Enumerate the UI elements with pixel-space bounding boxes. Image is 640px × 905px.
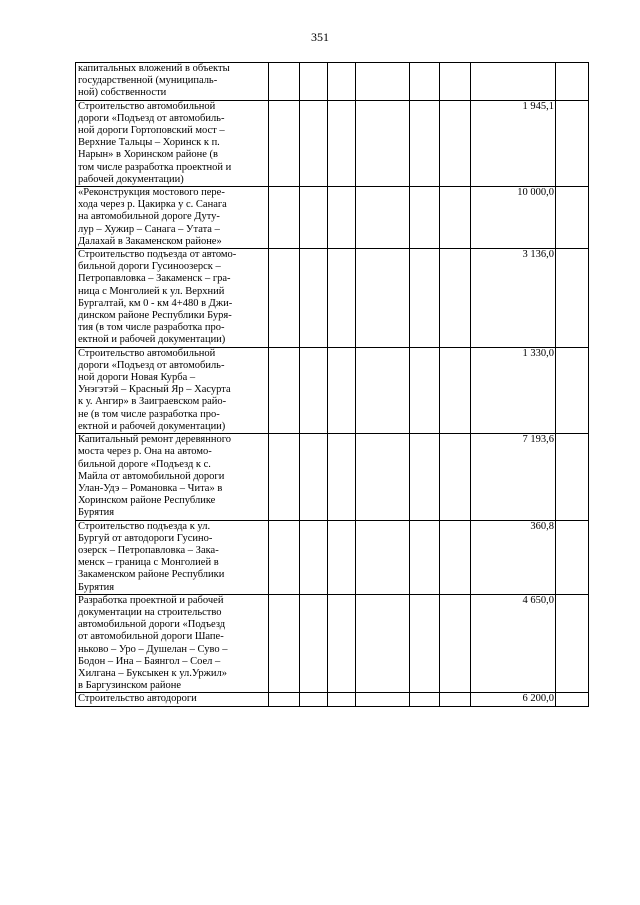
empty-cell [356, 347, 410, 433]
empty-cell [300, 520, 328, 594]
amount-cell: 3 136,0 [471, 249, 556, 348]
empty-cell [556, 693, 589, 706]
empty-cell [356, 100, 410, 186]
item-description: Строительство подъезда к ул. Бургуй от автодороги Гусино- озерск – Петропавловка – Зака- менск – граница с Монголией в Закаменском районе Республики Бурятия [78, 520, 225, 593]
empty-cell [556, 63, 589, 101]
empty-cell [410, 63, 440, 101]
item-description: Строительство автодороги [78, 693, 197, 705]
empty-cell [410, 520, 440, 594]
empty-cell [269, 347, 300, 433]
empty-cell [410, 434, 440, 520]
item-description: «Реконструкция мостового пере- хода через р. Цакирка у с. Санага на автомобильной дороге Дуту- лур – Хужир – Санага – Утата – Далахай в Закаменском районе» [78, 187, 227, 247]
empty-cell [556, 100, 589, 186]
empty-cell [269, 520, 300, 594]
item-description-cell [76, 347, 269, 433]
empty-cell [356, 434, 410, 520]
amount-cell: 6 200,0 [471, 693, 556, 706]
budget-table-body [76, 63, 589, 707]
empty-cell [269, 594, 300, 693]
amount-cell: 10 000,0 [471, 187, 556, 249]
empty-cell [328, 249, 356, 348]
empty-cell [269, 63, 300, 101]
table-row [76, 594, 589, 693]
empty-cell [300, 594, 328, 693]
empty-cell [440, 100, 471, 186]
empty-cell [410, 100, 440, 186]
empty-cell [300, 249, 328, 348]
empty-cell [356, 693, 410, 706]
empty-cell [440, 249, 471, 348]
table-row [76, 249, 589, 348]
empty-cell [269, 100, 300, 186]
item-description-cell [76, 434, 269, 520]
empty-cell [556, 434, 589, 520]
empty-cell [300, 434, 328, 520]
empty-cell [440, 434, 471, 520]
item-description: Капитальный ремонт деревянного моста через р. Она на автомо- бильной дороге «Подъезд к с. Майла от автомобильной дороги Улан-Удэ – Романовка – Чита» в Хоринском районе Республике Бурятия [78, 434, 232, 519]
item-description-cell [76, 693, 269, 706]
empty-cell [300, 100, 328, 186]
item-description: Разработка проектной и рабочей документации на строительство автомобильной дороги «Подъезд от автомобильной дороги Шапе- ньково – Уро – Душелан – Суво – Бодон – Ина – Баянгол – Соел – Хилгана – Буксыкен к ул.Уржил» в Баргузинском районе [78, 594, 228, 692]
empty-cell [410, 693, 440, 706]
item-description: капитальных вложений в объекты государственной (муниципаль- ной) собственности [78, 63, 230, 99]
table-row [76, 347, 589, 433]
item-description-cell [76, 63, 269, 101]
empty-cell [410, 347, 440, 433]
empty-cell [269, 434, 300, 520]
empty-cell [440, 63, 471, 101]
item-description: Строительство подъезда от автомо- бильной дороги Гусиноозерск – Петропавловка – Закаменск – гра- ница с Монголией к ул. Верхний Бургалтай, км 0 - км 4+480 в Джи- динском районе Республики Буря- тия (в том числе разработка про- ектной и рабочей документации) [78, 249, 237, 346]
empty-cell [410, 249, 440, 348]
amount-cell [471, 63, 556, 101]
item-description-cell [76, 249, 269, 348]
item-description-cell [76, 187, 269, 249]
amount-cell: 1 330,0 [471, 347, 556, 433]
empty-cell [300, 347, 328, 433]
budget-table [75, 62, 589, 707]
empty-cell [328, 187, 356, 249]
table-row [76, 520, 589, 594]
empty-cell [356, 63, 410, 101]
empty-cell [328, 434, 356, 520]
empty-cell [440, 520, 471, 594]
empty-cell [300, 63, 328, 101]
amount-cell: 4 650,0 [471, 594, 556, 693]
empty-cell [328, 594, 356, 693]
empty-cell [356, 594, 410, 693]
amount-cell: 1 945,1 [471, 100, 556, 186]
empty-cell [410, 187, 440, 249]
item-description-cell [76, 520, 269, 594]
item-description-cell [76, 594, 269, 693]
empty-cell [328, 693, 356, 706]
empty-cell [269, 693, 300, 706]
empty-cell [328, 520, 356, 594]
empty-cell [410, 594, 440, 693]
table-row [76, 100, 589, 186]
empty-cell [556, 520, 589, 594]
item-description-cell [76, 100, 269, 186]
empty-cell [440, 693, 471, 706]
empty-cell [356, 249, 410, 348]
page-number: 351 [311, 30, 329, 44]
empty-cell [328, 63, 356, 101]
table-row [76, 693, 589, 706]
empty-cell [556, 347, 589, 433]
item-description: Строительство автомобильной дороги «Подъезд от автомобиль- ной дороги Гортоповский мост – Верхние Тальцы – Хоринск к п. Нарын» в Хоринском районе (в том числе разработка проектной и рабочей документации) [78, 100, 232, 185]
table-row [76, 63, 589, 101]
empty-cell [269, 249, 300, 348]
empty-cell [440, 347, 471, 433]
empty-cell [269, 187, 300, 249]
table-row [76, 187, 589, 249]
empty-cell [556, 187, 589, 249]
empty-cell [556, 594, 589, 693]
amount-cell: 7 193,6 [471, 434, 556, 520]
empty-cell [328, 347, 356, 433]
empty-cell [300, 693, 328, 706]
item-description: Строительство автомобильной дороги «Подъезд от автомобиль- ной дороги Новая Курба – Унэгэтэй – Красный Яр – Хасурта к у. Ангир» в Заиграевском райо- не (в том числе разработка про- ектной и рабочей документации) [78, 347, 231, 432]
empty-cell [556, 249, 589, 348]
empty-cell [440, 594, 471, 693]
table-row [76, 434, 589, 520]
empty-cell [356, 187, 410, 249]
empty-cell [440, 187, 471, 249]
empty-cell [356, 520, 410, 594]
amount-cell: 360,8 [471, 520, 556, 594]
empty-cell [328, 100, 356, 186]
empty-cell [300, 187, 328, 249]
